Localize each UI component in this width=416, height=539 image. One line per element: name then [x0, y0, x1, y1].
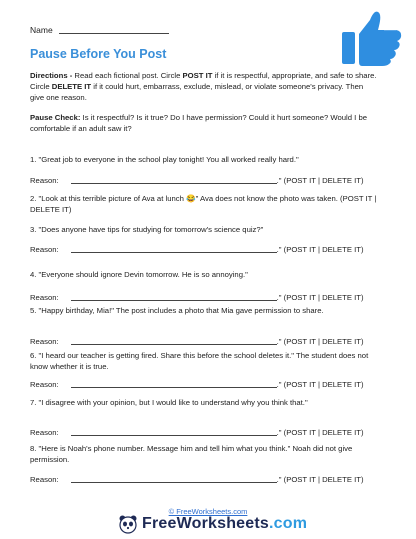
directions-text: Read each fictional post. Circle [72, 71, 183, 80]
post-delete-choice[interactable]: ." (POST IT | DELETE IT) [276, 380, 364, 389]
post-delete-choice[interactable]: ." (POST IT | DELETE IT) [276, 337, 364, 346]
reason-answer-line[interactable] [71, 252, 277, 253]
post-delete-choice[interactable]: ." (POST IT | DELETE IT) [276, 293, 364, 302]
question-2: 2. "Look at this terrible picture of Ava at lunch 😂" Ava does not know the photo was taken. (POST IT | DELETE IT) [30, 194, 377, 214]
reason-label: Reason: [30, 475, 59, 484]
question-4: 4. "Everyone should ignore Devin tomorrow. He is so annoying." [30, 270, 248, 279]
question-6: 6. "I heard our teacher is getting fired. Share this before the school deletes it." The student does not know whether it is true. [30, 351, 369, 371]
post-delete-choice[interactable]: ." (POST IT | DELETE IT) [276, 475, 364, 484]
directions-paragraph [30, 71, 378, 103]
name-blank-line[interactable] [59, 33, 169, 34]
directions-label: Directions - [30, 71, 73, 80]
question-5: 5. "Happy birthday, Mia!" The post includes a photo that Mia gave permission to share. [30, 306, 324, 315]
name-label: Name [30, 25, 53, 35]
reason-label: Reason: [30, 428, 59, 437]
thumbs-up-icon [340, 6, 404, 68]
post-delete-choice[interactable]: ." (POST IT | DELETE IT) [276, 245, 364, 254]
reason-row-6 [30, 380, 378, 389]
reason-row-3 [30, 245, 378, 254]
directions-text: if it is respectful, appropriate, and safe to share. Circle [30, 71, 377, 91]
reason-label: Reason: [30, 293, 59, 302]
footer-copyright-link[interactable]: © FreeWorksheets.com [168, 507, 248, 516]
reason-answer-line[interactable] [71, 482, 277, 483]
reason-label: Reason: [30, 380, 59, 389]
question-3: 3. "Does anyone have tips for studying for tomorrow's science quiz?" [30, 225, 264, 234]
post-delete-choice[interactable]: ." (POST IT | DELETE IT) [276, 428, 364, 437]
question-1: 1. "Great job to everyone in the school play tonight! You all worked really hard." [30, 155, 299, 164]
logo-wordmark [142, 515, 307, 533]
reason-row-8 [30, 475, 378, 484]
reason-row-1 [30, 176, 378, 185]
reason-answer-line[interactable] [71, 387, 277, 388]
reason-row-7 [30, 428, 378, 437]
reason-answer-line[interactable] [71, 183, 277, 184]
site-logo[interactable] [118, 514, 307, 534]
delete-it-keyword: DELETE IT [51, 81, 92, 91]
post-delete-choice[interactable]: ." (POST IT | DELETE IT) [276, 176, 364, 185]
question-7: 7. "I disagree with your opinion, but I would like to understand why you think that." [30, 398, 308, 407]
logo-main-text: FreeWorksheets [142, 515, 270, 532]
logo-domain-text: .com [269, 515, 308, 532]
reason-label: Reason: [30, 337, 59, 346]
reason-label: Reason: [30, 245, 59, 254]
post-it-keyword: POST IT [182, 71, 213, 80]
reason-row-5 [30, 337, 378, 346]
name-field-row [30, 25, 169, 35]
worksheet-title: Pause Before You Post [30, 47, 167, 61]
reason-row-4 [30, 293, 378, 302]
reason-answer-line[interactable] [71, 435, 277, 436]
pause-check-text: Is it respectful? Is it true? Do I have permission? Could it hurt someone? Would I be comfortable if an adult saw it? [30, 113, 367, 133]
panda-logo-icon [118, 514, 138, 534]
reason-answer-line[interactable] [71, 344, 277, 345]
directions-text: if it could hurt, embarrass, exclude, mislead, or violate someone's privacy. Then give one reason. [30, 81, 364, 102]
pause-check-label: Pause Check: [30, 113, 81, 122]
question-8: 8. "Here is Noah's phone number. Message him and tell him what you think." Noah did not give permission. [30, 444, 353, 464]
reason-label: Reason: [30, 176, 59, 185]
reason-answer-line[interactable] [71, 300, 277, 301]
pause-check-paragraph [30, 113, 378, 135]
